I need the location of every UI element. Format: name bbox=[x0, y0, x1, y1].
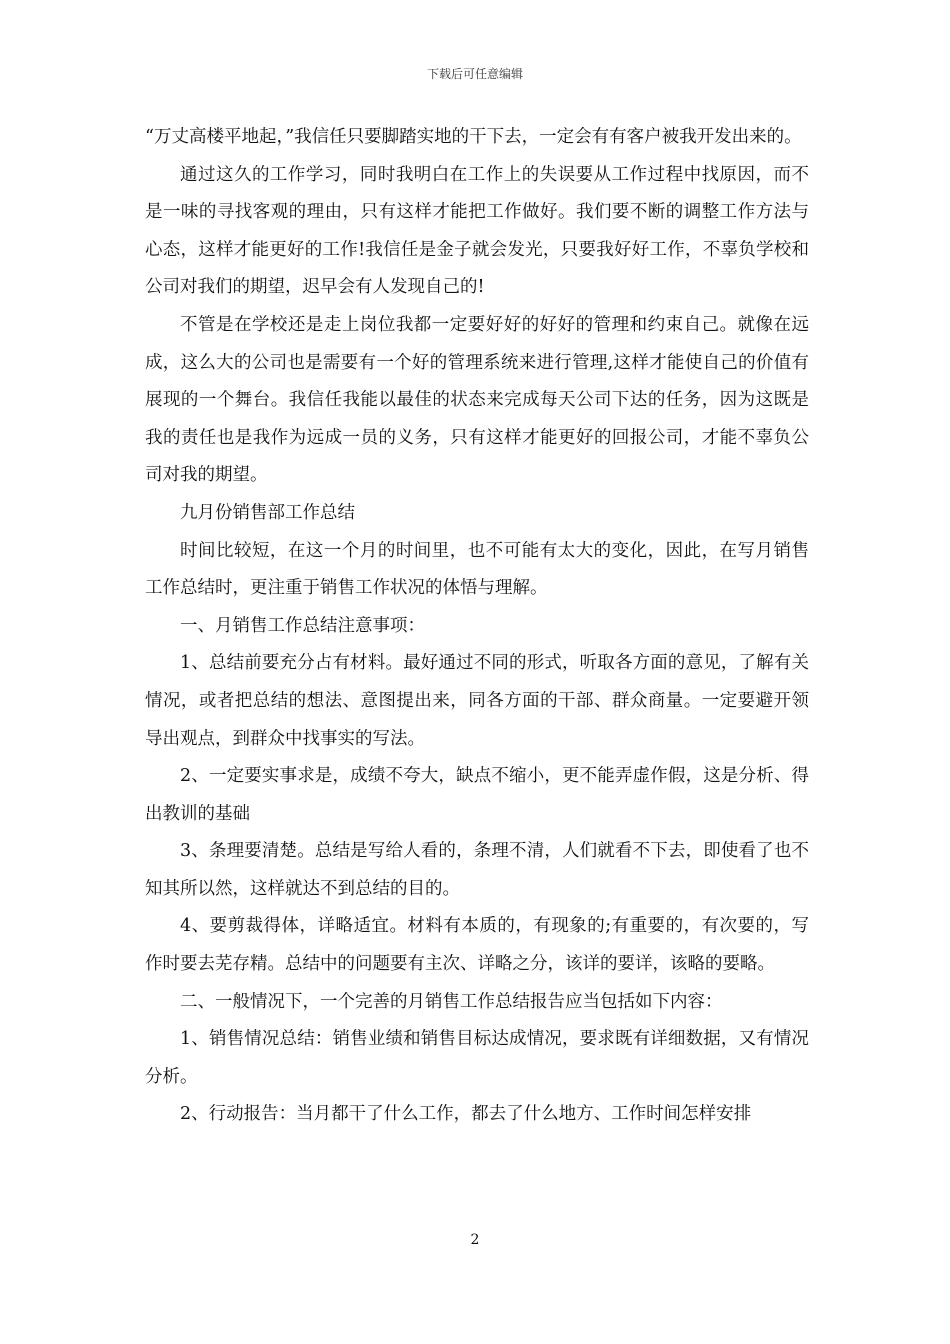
list-item: 3、条理要清楚。总结是写给人看的，条理不清，人们就看不下去，即使看了也不知其所以然，这样就达不到总结的目的。 bbox=[145, 841, 809, 899]
list-item: 1、总结前要充分占有材料。最好通过不同的形式，听取各方面的意见，了解有关情况，或者把总结的想法、意图提出来，同各方面的干部、群众商量。一定要避开领导出观点，到群众中找事实的写法。 bbox=[145, 653, 809, 749]
section-heading: 一、月销售工作总结注意事项： bbox=[180, 615, 425, 636]
list-item: 2、一定要实事求是，成绩不夸大，缺点不缩小，更不能弄虚作假，这是分析、得出教训的基础 bbox=[145, 766, 809, 824]
paragraph: 不管是在学校还是走上岗位我都一定要好好的好好的管理和约束自己。就像在远成，这么大的公司也是需要有一个好的管理系统来进行管理,这样才能使自己的价值有展现的一个舞台。我信任我能以最佳的状态来完成每天公司下达的任务，因为这既是我的责任也是我作为远成一员的义务，只有这样才能更好的回报公司，才能不辜负公司对我的期望。 bbox=[145, 314, 809, 486]
page-number: 2 bbox=[470, 1232, 480, 1248]
document-body bbox=[145, 119, 809, 1134]
section-title: 九月份销售部工作总结 bbox=[180, 502, 355, 523]
section-heading: 二、一般情况下，一个完善的月销售工作总结报告应当包括如下内容： bbox=[180, 991, 723, 1012]
paragraph: 时间比较短，在这一个月的时间里，也不可能有太大的变化，因此，在写月销售工作总结时，更注重于销售工作状况的体悟与理解。 bbox=[145, 540, 809, 599]
page-header: 下载后可任意编辑 bbox=[426, 67, 523, 81]
paragraph: “万丈高楼平地起，”我信任只要脚踏实地的干下去，一定会有有客户被我开发出来的。 bbox=[145, 127, 802, 147]
list-item: 1、销售情况总结：销售业绩和销售目标达成情况，要求既有详细数据，又有情况分析。 bbox=[145, 1029, 809, 1087]
paragraph: 通过这久的工作学习，同时我明白在工作上的失误要从工作过程中找原因，而不是一味的寻找客观的理由，只有这样才能把工作做好。我们要不断的调整工作方法与心态，这样才能更好的工作!我信任是金子就会发光，只要我好好工作，不辜负学校和公司对我们的期望，迟早会有人发现自己的! bbox=[145, 164, 809, 298]
list-item: 4、要剪裁得体，详略适宜。材料有本质的，有现象的;有重要的，有次要的，写作时要去芜存精。总结中的问题要有主次、详略之分，该详的要详，该略的要略。 bbox=[145, 916, 809, 975]
list-item: 2、行动报告：当月都干了什么工作，都去了什么地方、工作时间怎样安排 bbox=[180, 1104, 752, 1125]
